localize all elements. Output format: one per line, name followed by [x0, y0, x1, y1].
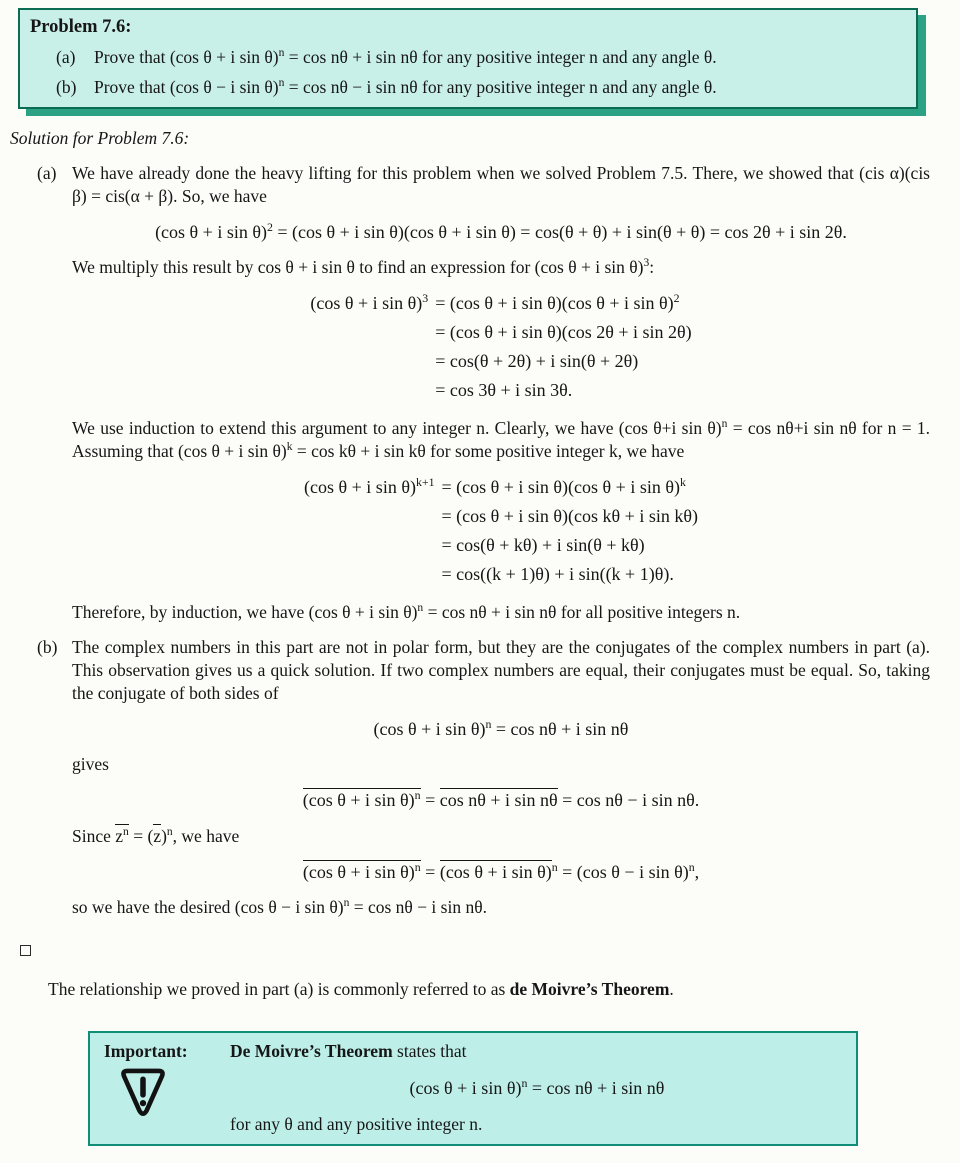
equation-lhs: (cos θ + i sin θ)$^3$	[310, 291, 429, 313]
important-footer: for any θ and any positive integer n.	[230, 1114, 483, 1134]
problem-box	[18, 8, 918, 109]
important-box	[88, 1031, 858, 1146]
solution-heading: Solution for Problem 7.6:	[10, 128, 190, 148]
paragraph: gives	[72, 754, 109, 774]
equation-row: = cos((k + 1)θ) + i sin((k + 1)θ).	[441, 564, 674, 584]
part-a-body	[72, 162, 930, 624]
qed-icon	[20, 945, 31, 956]
display-equation: (cos θ + i sin θ)$^n$ = (cos θ + i sin θ)$^n$ = (cos θ − i sin θ)$^n$,	[302, 860, 700, 882]
display-equation: (cos θ + i sin θ)$^n$ = cos nθ + i sin nθ = cos nθ − i sin nθ.	[302, 788, 700, 810]
paragraph: so we have the desired (cos θ − i sin θ)$^n$ = cos nθ − i sin nθ.	[72, 897, 487, 917]
solution-part-a	[0, 162, 960, 624]
problem-item-a	[56, 45, 902, 69]
paragraph: The complex numbers in this part are not in polar form, but they are the conjugates of the complex numbers in part (a). This observation gives us a quick solution. If two complex numbers are equal, their conjugates must be equal. So, taking the conjugate of both sides of	[72, 637, 930, 703]
paragraph: We use induction to extend this argument to any integer n. Clearly, we have (cos θ+i sin θ)$^n$ = cos nθ+i sin nθ for n = 1. Assuming that (cos θ + i sin θ)$^k$ = cos kθ + i sin kθ for some positive integer k, we have	[72, 418, 931, 461]
solution-part-b	[0, 636, 960, 919]
problem-title: Problem 7.6:	[30, 17, 132, 37]
equation-lhs: (cos θ + i sin θ)$^{k+1}$	[304, 475, 435, 497]
part-b-body	[72, 636, 930, 919]
warning-icon	[120, 1067, 166, 1119]
important-label: Important:	[104, 1041, 188, 1061]
important-content	[230, 1040, 844, 1136]
display-equation: (cos θ + i sin θ)$^2$ = (cos θ + i sin θ)(cos θ + i sin θ) = cos(θ + θ) + i sin(θ + θ) = cos 2θ + i sin 2θ.	[155, 220, 847, 242]
part-b-label: (b)	[37, 637, 58, 657]
important-heading: De Moivre’s Theorem states that	[230, 1041, 467, 1061]
aligned-equations	[72, 289, 930, 405]
paragraph: Therefore, by induction, we have (cos θ + i sin θ)$^n$ = cos nθ + i sin nθ for all positive integers n.	[72, 602, 741, 622]
aligned-equations	[72, 473, 930, 589]
item-text-b: Prove that (cos θ − i sin θ)$^n$ = cos nθ − i sin nθ for any positive integer n and any angle θ.	[94, 77, 717, 97]
display-equation: (cos θ + i sin θ)$^n$ = cos nθ + i sin nθ	[373, 717, 629, 739]
equation-row: = cos(θ + kθ) + i sin(θ + kθ)	[441, 535, 645, 555]
item-text-a: Prove that (cos θ + i sin θ)$^n$ = cos nθ + i sin nθ for any positive integer n and any angle θ.	[94, 47, 717, 67]
problem-item-b	[56, 75, 902, 99]
equation-row: = cos 3θ + i sin 3θ.	[435, 380, 573, 400]
display-equation: (cos θ + i sin θ)$^n$ = cos nθ + i sin nθ	[409, 1076, 665, 1098]
important-label-column	[104, 1040, 230, 1136]
equation-rhs	[435, 289, 691, 405]
equation-row: = cos(θ + 2θ) + i sin(θ + 2θ)	[435, 351, 639, 371]
equation-row: = (cos θ + i sin θ)(cos kθ + i sin kθ)	[441, 506, 698, 526]
paragraph: We have already done the heavy lifting for this problem when we solved Problem 7.5. There, we showed that (cis α)(cis β) = cis(α + β). So, we have	[72, 163, 930, 206]
equation-row: = (cos θ + i sin θ)(cos θ + i sin θ)$^2$	[435, 291, 680, 313]
equation-row: = (cos θ + i sin θ)(cos 2θ + i sin 2θ)	[435, 322, 692, 342]
item-label-a: (a)	[56, 47, 76, 67]
paragraph: We multiply this result by cos θ + i sin θ to find an expression for (cos θ + i sin θ)$^3$:	[72, 257, 655, 277]
textbook-page	[0, 8, 960, 1146]
equation-rhs	[442, 473, 698, 589]
part-a-label: (a)	[37, 163, 57, 183]
paragraph: Since $z^n = (z)^n$, we have	[72, 826, 240, 846]
equation-row: = (cos θ + i sin θ)(cos θ + i sin θ)$^k$	[441, 475, 686, 497]
remark-paragraph: The relationship we proved in part (a) is commonly referred to as de Moivre’s Theorem.	[48, 979, 674, 999]
item-label-b: (b)	[56, 77, 77, 97]
